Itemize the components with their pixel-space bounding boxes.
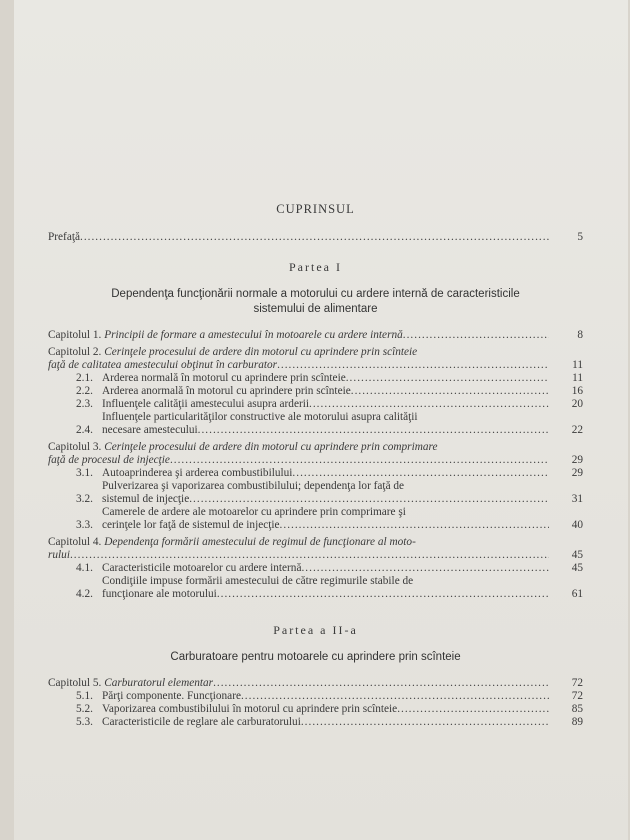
part-1-heading: Dependenţa funcţionării normale a motorului cu ardere internă de caracteristicile sistemului de alimentare [111, 288, 520, 315]
toc-title: CUPRINSUL [276, 202, 355, 216]
toc-entry-4-1: 4.1. Caracteristicile motoarelor cu ardere internă ..... 45 [48, 562, 583, 575]
toc-entry-2-4: 2.4. Influenţele particularităţilor constructive ale motorului asupra calităţii necesare amestecului ..... 22 [48, 411, 583, 437]
toc-entry-5-2: 5.2. Vaporizarea combustibilului în motorul cu aprindere prin scînteie ..... 85 [48, 703, 583, 716]
part-1-title: Partea I [289, 260, 342, 274]
part-2-heading: Carburatoare pentru motoarele cu aprindere prin scînteie [170, 651, 461, 663]
toc-entry-chapter-1: Capitolul 1. Principii de formare a amestecului în motoarele cu ardere internă ..... 8 [48, 329, 583, 342]
toc-entry-2-2: 2.2. Arderea anormală în motorul cu aprindere prin scînteie ..... 16 [48, 385, 583, 398]
toc-entry-4-2: 4.2. Condiţiile impuse formării amestecului de către regimurile stabile de funcţionare ale motorului ..... 61 [48, 575, 583, 601]
toc-entry-2-3: 2.3. Influenţele calităţii amestecului asupra arderii ..... 20 [48, 398, 583, 411]
toc-entry-preface: Prefaţă ..... 5 [48, 231, 583, 244]
part-2-title: Partea a II-a [273, 623, 358, 637]
toc-entry-chapter-3: Capitolul 3. Cerinţele procesului de ardere din motorul cu aprindere prin comprimare faţă de procesul de injecţie ..... 29 [48, 441, 583, 467]
toc-entry-5-1: 5.1. Părţi componente. Funcţionare ..... 72 [48, 690, 583, 703]
table-of-contents [48, 202, 583, 729]
book-page [14, 0, 628, 840]
toc-entry-chapter-4: Capitolul 4. Dependenţa formării amestecului de regimul de funcţionare al moto- rului ..... 45 [48, 536, 583, 562]
toc-entry-chapter-2: Capitolul 2. Cerinţele procesului de ardere din motorul cu aprindere prin scînteie faţă de calitatea amestecului obţinut în carburator ..... 11 [48, 346, 583, 372]
toc-entry-3-2: 3.2. Pulverizarea şi vaporizarea combustibilului; dependenţa lor faţă de sistemul de injecţie ..... 31 [48, 480, 583, 506]
toc-entry-3-3: 3.3. Camerele de ardere ale motoarelor cu aprindere prin comprimare şi cerinţele lor faţă de sistemul de injecţie ..... 40 [48, 506, 583, 532]
toc-entry-3-1: 3.1. Autoaprinderea şi arderea combustibilului ..... 29 [48, 467, 583, 480]
toc-entry-chapter-5: Capitolul 5. Carburatorul elementar ..... 72 [48, 677, 583, 690]
toc-entry-5-3: 5.3. Caracteristicile de reglare ale carburatorului ..... 89 [48, 716, 583, 729]
toc-entry-2-1: 2.1. Arderea normală în motorul cu aprindere prin scînteie ..... 11 [48, 372, 583, 385]
